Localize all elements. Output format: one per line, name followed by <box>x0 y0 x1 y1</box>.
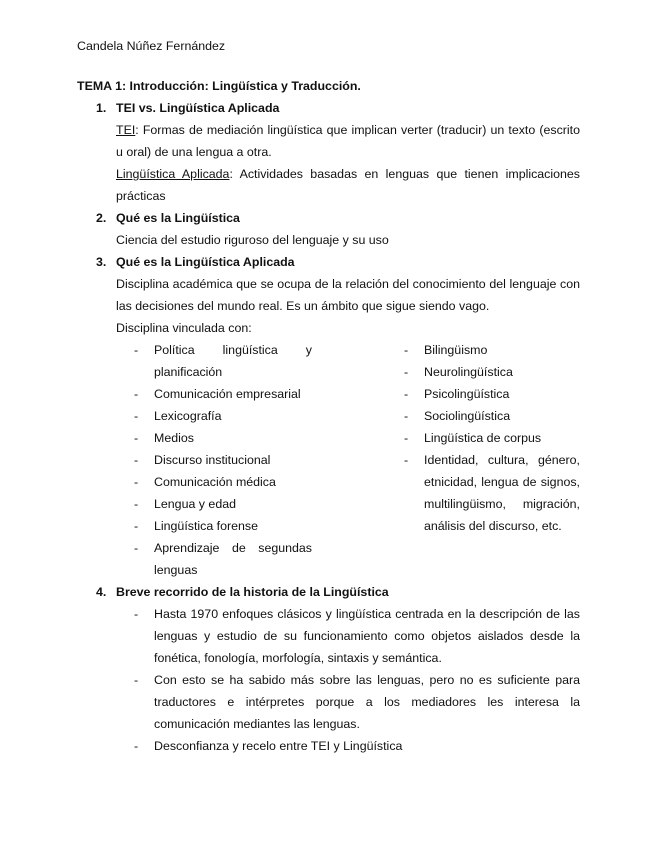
topic-title: TEMA 1: Introducción: Lingüística y Traducción. <box>77 79 361 93</box>
section-heading-1 <box>77 97 580 119</box>
linked-disciplines-label: Disciplina vinculada con: <box>116 321 252 335</box>
list-item: - Aprendizaje de segundas lenguas <box>134 537 312 581</box>
section-heading-text: Qué es la Lingüística Aplicada <box>116 255 295 269</box>
list-item: - Identidad, cultura, género, etnicidad, lengua de signos, multilingüismo, migración, análisis del discurso, etc. <box>404 449 580 537</box>
section-heading-3 <box>77 251 580 273</box>
history-list <box>77 603 580 757</box>
section-number: 3. <box>96 255 107 269</box>
list-item: - Desconfianza y recelo entre TEI y Lingüística <box>134 735 580 757</box>
definition-text: : Actividades basadas en lenguas que tienen implicaciones prácticas <box>116 167 580 203</box>
list-item: - Lingüística de corpus <box>404 427 580 449</box>
term-applied-linguistics: Lingüística Aplicada <box>116 167 230 181</box>
section-heading-4 <box>77 581 580 603</box>
list-item: - Con esto se ha sabido más sobre las lenguas, pero no es suficiente para traductores e intérpretes porque a los mediadores les interesa la comunicación mediantes las lenguas. <box>134 669 580 735</box>
list-item: - Lingüística forense <box>134 515 312 537</box>
definition-tei <box>77 119 580 163</box>
paragraph: Disciplina académica que se ocupa de la relación del conocimiento del lenguaje con las decisiones del mundo real. Es un ámbito que sigue siendo vago. <box>116 277 580 313</box>
section-heading-text: Qué es la Lingüística <box>116 211 240 225</box>
list-item: - Bilingüismo <box>404 339 580 361</box>
linked-disciplines-columns <box>77 339 580 581</box>
list-item: - Medios <box>134 427 312 449</box>
list-item: - Comunicación empresarial <box>134 383 312 405</box>
section-heading-text: TEI vs. Lingüística Aplicada <box>116 101 280 115</box>
disciplines-left-list <box>134 339 312 581</box>
list-item: - Lengua y edad <box>134 493 312 515</box>
list-item: - Comunicación médica <box>134 471 312 493</box>
list-item: - Hasta 1970 enfoques clásicos y lingüística centrada en la descripción de las lenguas y estudio de su funcionamiento como objetos aislados desde la fonética, fonología, morfología, sintaxis y semántica. <box>134 603 580 669</box>
list-item: - Lexicografía <box>134 405 312 427</box>
document-body <box>77 75 580 757</box>
definition-applied-linguistics <box>77 163 580 207</box>
definition-text: : Formas de mediación lingüística que implican verter (traducir) un texto (escrito u oral) de una lengua a otra. <box>116 123 580 159</box>
list-item: - Sociolingüística <box>404 405 580 427</box>
list-item: - Psicolingüística <box>404 383 580 405</box>
author-name: Candela Núñez Fernández <box>77 39 226 53</box>
paragraph: Ciencia del estudio riguroso del lenguaje y su uso <box>116 233 389 247</box>
section-heading-text: Breve recorrido de la historia de la Lingüística <box>116 585 389 599</box>
section-number: 4. <box>96 585 107 599</box>
section-number: 1. <box>96 101 107 115</box>
section-number: 2. <box>96 211 107 225</box>
section-heading-2 <box>77 207 580 229</box>
term-tei: TEI <box>116 123 136 137</box>
list-item: - Discurso institucional <box>134 449 312 471</box>
disciplines-right-list <box>404 339 580 581</box>
list-item: - Neurolingüística <box>404 361 580 383</box>
list-item: - Política lingüística y planificación <box>134 339 312 383</box>
